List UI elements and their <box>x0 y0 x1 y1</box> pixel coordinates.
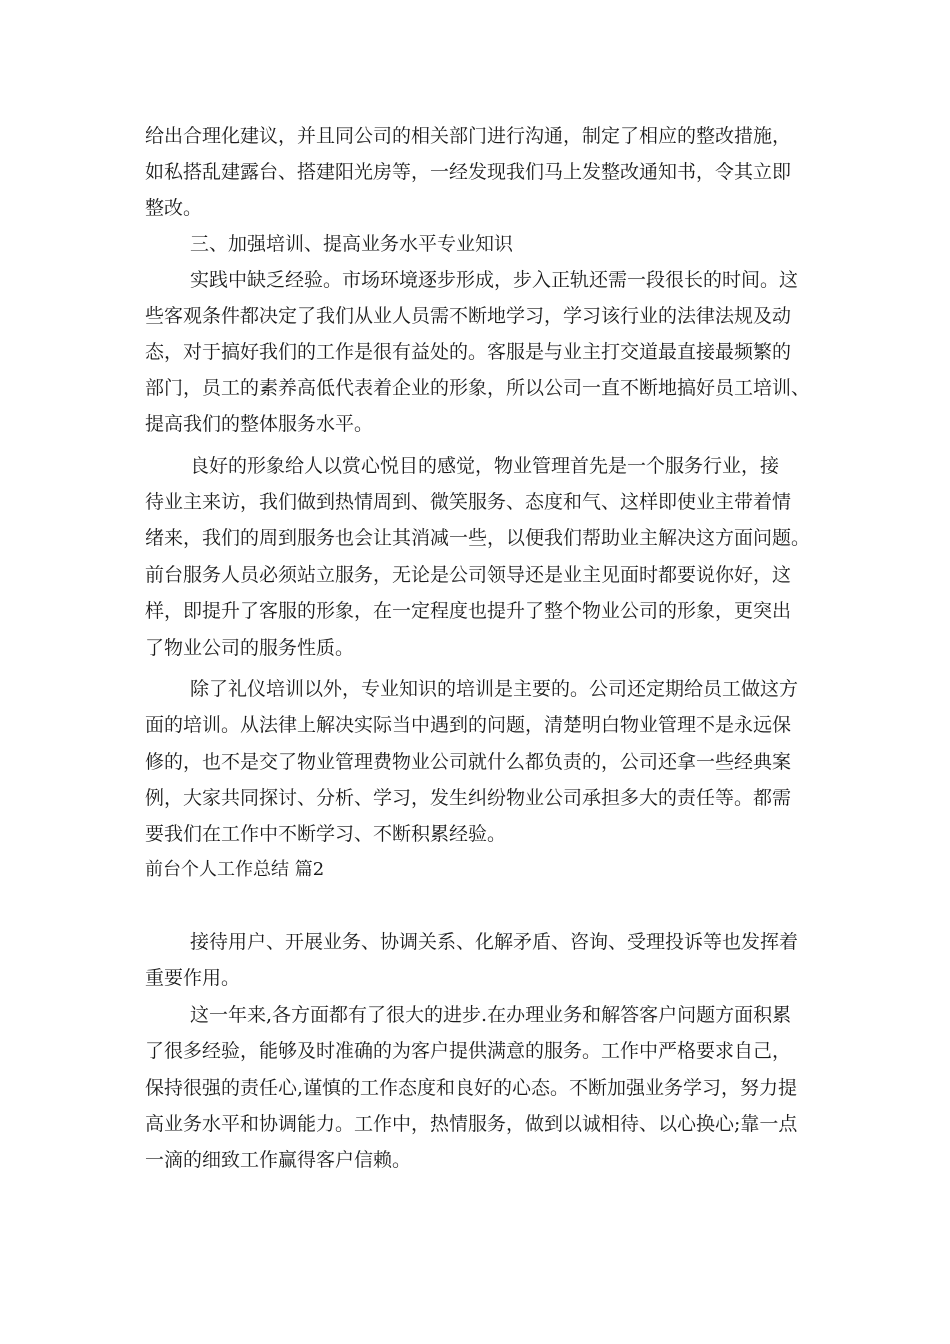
text-line: 前台服务人员必须站立服务，无论是公司领导还是业主见面时都要说你好，这 <box>145 564 792 586</box>
text-line: 了很多经验，能够及时准确的为客户提供满意的服务。工作中严格要求自己， <box>145 1040 792 1062</box>
text-line: 保持很强的责任心,谨慎的工作态度和良好的心态。不断加强业务学习，努力提 <box>145 1077 798 1099</box>
text-line: 良好的形象给人以赏心悦目的感觉，物业管理首先是一个服务行业，接 <box>190 455 780 477</box>
text-line: 整改。 <box>145 197 203 219</box>
text-line: 面的培训。从法律上解决实际当中遇到的问题，清楚明白物业管理不是永远保 <box>145 714 792 736</box>
text-line: 待业主来访，我们做到热情周到、微笑服务、态度和气、这样即使业主带着情 <box>145 491 792 513</box>
text-line: 除了礼仪培训以外，专业知识的培训是主要的。公司还定期给员工做这方 <box>190 678 799 700</box>
text-line: 如私搭乱建露台、搭建阳光房等，一经发现我们马上发整改通知书，令其立即 <box>145 161 792 183</box>
text-line: 态，对于搞好我们的工作是很有益处的。客服是与业主打交道最直接最频繁的 <box>145 341 792 363</box>
section-title: 前台个人工作总结 篇2 <box>145 859 325 880</box>
section-heading: 三、加强培训、提高业务水平专业知识 <box>190 233 514 255</box>
text-line: 些客观条件都决定了我们从业人员需不断地学习，学习该行业的法律法规及动 <box>145 305 792 327</box>
text-line: 实践中缺乏经验。市场环境逐步形成，步入正轨还需一段很长的时间。这 <box>190 269 799 291</box>
text-line: 提高我们的整体服务水平。 <box>145 413 374 435</box>
text-line: 了物业公司的服务性质。 <box>145 637 355 659</box>
text-line: 绪来，我们的周到服务也会让其消减一些，以便我们帮助业主解决这方面问题。 <box>145 527 811 549</box>
text-line: 要我们在工作中不断学习、不断积累经验。 <box>145 823 507 845</box>
text-line: 给出合理化建议，并且同公司的相关部门进行沟通，制定了相应的整改措施， <box>145 125 792 147</box>
text-line: 样，即提升了客服的形象，在一定程度也提升了整个物业公司的形象，更突出 <box>145 600 792 622</box>
text-line: 例，大家共同探讨、分析、学习，发生纠纷物业公司承担多大的责任等。都需 <box>145 787 792 809</box>
text-line: 高业务水平和协调能力。工作中，热情服务，做到以诚相待、以心换心;靠一点 <box>145 1113 798 1135</box>
text-line: 部门，员工的素养高低代表着企业的形象，所以公司一直不断地搞好员工培训、 <box>145 377 811 399</box>
text-line: 一滴的细致工作赢得客户信赖。 <box>145 1149 412 1171</box>
text-line: 修的，也不是交了物业管理费物业公司就什么都负责的，公司还拿一些经典案 <box>145 751 792 773</box>
text-line: 重要作用。 <box>145 967 241 989</box>
text-line: 这一年来,各方面都有了很大的进步.在办理业务和解答客户问题方面积累 <box>190 1004 792 1026</box>
text-line: 接待用户、开展业务、协调关系、化解矛盾、咨询、受理投诉等也发挥着 <box>190 931 799 953</box>
